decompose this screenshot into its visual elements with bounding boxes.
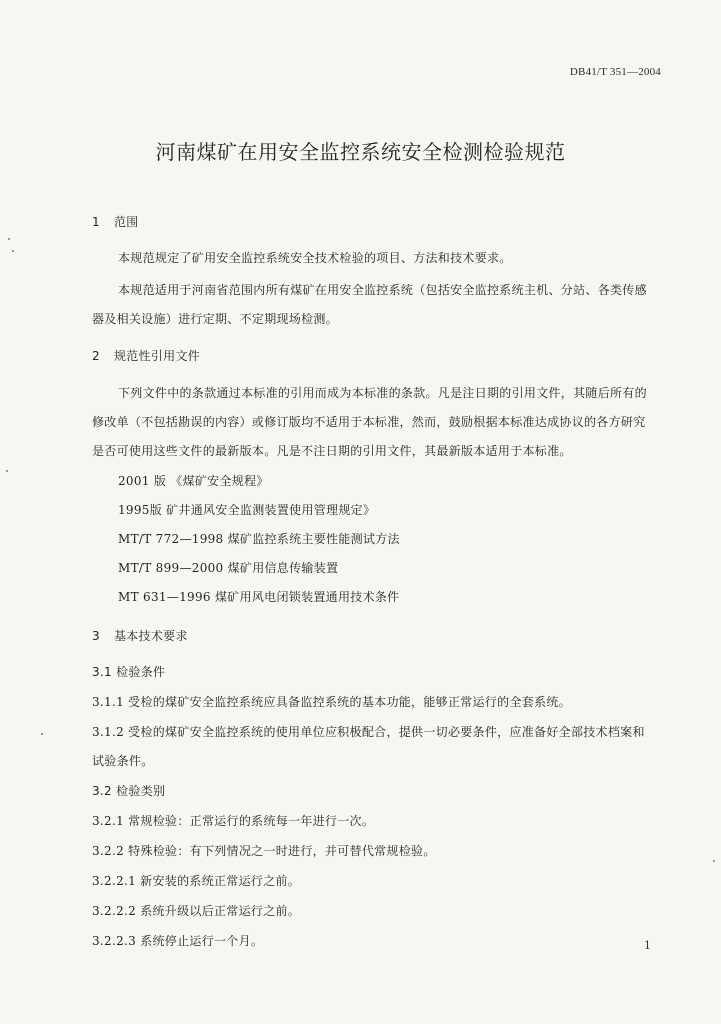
section-1-heading [92,213,139,230]
clause-3-2-2-2: 3.2.2.2 系统升级以后正常运行之前。 [92,904,301,918]
section-2-paragraph-line-3: 是否可使用这些文件的最新版本。凡是不注日期的引用文件，其最新版本适用于本标准。 [92,444,572,458]
document-title: 河南煤矿在用安全监控系统安全检测检验规范 [155,140,566,164]
scan-speck [12,250,14,252]
section-1-paragraph-2-line-1: 本规范适用于河南省范围内所有煤矿在用安全监控系统（包括安全监控系统主机、分站、各类传感 [118,283,647,297]
section-1-number: 1 [92,215,100,229]
section-3-number: 3 [92,629,100,643]
scan-speck [41,733,43,735]
section-1-paragraph-2-line-2: 器及相关设施）进行定期、不定期现场检测。 [92,312,339,326]
page-number: 1 [644,939,651,952]
scan-speck [8,238,10,240]
scan-speck [6,470,8,472]
reference-item: 1995版 矿井通风安全监测装置使用管理规定》 [118,503,376,517]
section-3-heading [92,627,188,644]
clause-3-1-2-line-2: 试验条件。 [92,754,154,768]
reference-item: MT 631—1996 煤矿用风电闭锁装置通用技术条件 [118,590,400,604]
section-3-title: 基本技术要求 [113,629,188,643]
document-code: DB41/T 351—2004 [569,66,661,78]
section-2-number: 2 [92,349,100,363]
reference-item: MT/T 772—1998 煤矿监控系统主要性能测试方法 [118,532,400,546]
section-2-paragraph-line-2: 修改单（不包括勘误的内容）或修订版均不适用于本标准，然而，鼓励根据本标准达成协议的各方研究 [92,415,646,429]
clause-3-2-2: 3.2.2 特殊检验：有下列情况之一时进行，并可替代常规检验。 [92,844,436,858]
section-1-paragraph-1: 本规范规定了矿用安全监控系统安全技术检验的项目、方法和技术要求。 [118,251,512,265]
reference-item: MT/T 899—2000 煤矿用信息传输装置 [118,561,339,575]
section-2-paragraph-line-1: 下列文件中的条款通过本标准的引用而成为本标准的条款。凡是注日期的引用文件，其随后所有的 [118,386,647,400]
subsection-3-2-heading: 3.2 检验类别 [92,784,166,798]
scan-speck [713,860,715,862]
subsection-3-1-heading: 3.1 检验条件 [92,665,166,679]
section-1-title: 范围 [113,215,139,229]
clause-3-2-1: 3.2.1 常规检验：正常运行的系统每一年进行一次。 [92,814,375,828]
clause-3-2-2-1: 3.2.2.1 新安装的系统正常运行之前。 [92,874,301,888]
clause-3-1-1: 3.1.1 受检的煤矿安全监控系统应具备监控系统的基本功能，能够正常运行的全套系统。 [92,695,571,709]
section-2-heading [92,347,200,364]
section-2-title: 规范性引用文件 [113,349,201,363]
reference-item: 2001 版 《煤矿安全规程》 [118,474,269,488]
clause-3-2-2-3: 3.2.2.3 系统停止运行一个月。 [92,934,264,948]
clause-3-1-2-line-1: 3.1.2 受检的煤矿安全监控系统的使用单位应积极配合，提供一切必要条件，应准备好全部技术档案和 [92,725,645,739]
